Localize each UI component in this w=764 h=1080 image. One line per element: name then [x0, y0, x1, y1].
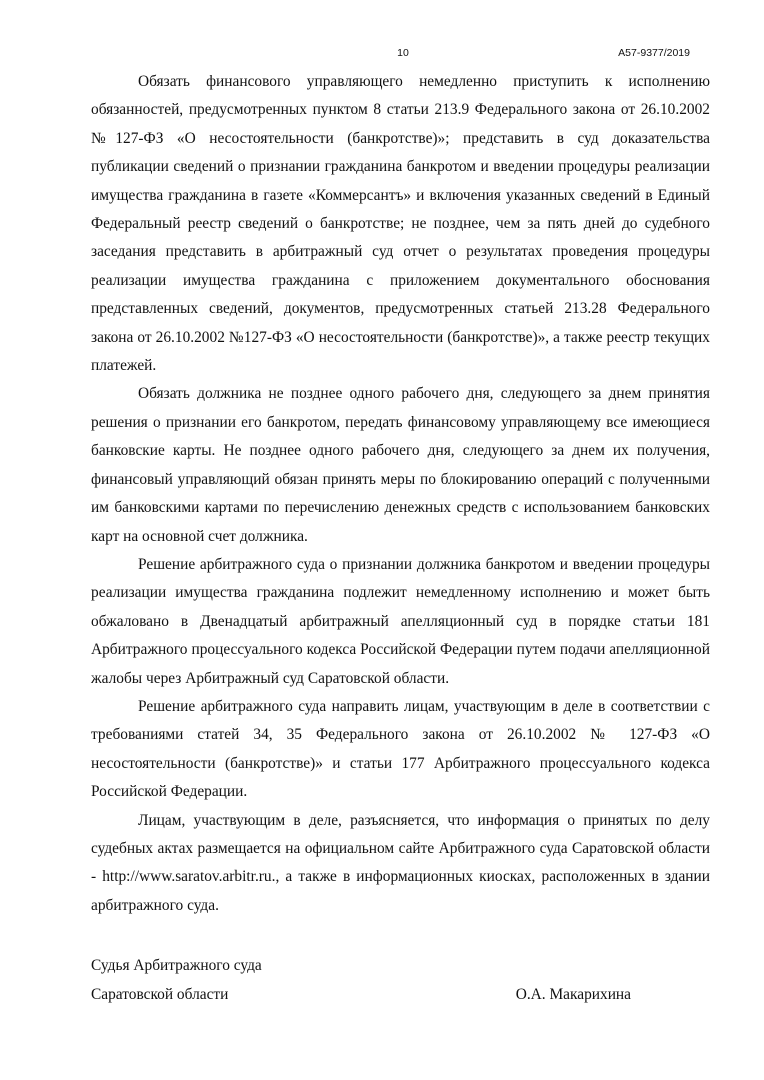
document-body	[91, 68, 710, 920]
signature-title: Судья Арбитражного суда	[91, 957, 262, 974]
page-number: 10	[397, 47, 409, 59]
paragraph-appeal: Решение арбитражного суда о признании должника банкротом и введении процедуры реализации имущества гражданина подлежит немедленному исполнению и может быть обжаловано в Двенадцатый арбитражный апелляционный суд в порядке статьи 181 Арбитражного процессуального кодекса Российской Федерации путем подачи апелляционной жалобы через Арбитражный суд Саратовской области.	[91, 555, 710, 687]
paragraph-distribution: Решение арбитражного суда направить лицам, участвующим в деле в соответствии с требованиями статей 34, 35 Федерального закона от 26.10.2002 № 127-ФЗ «О несостоятельности (банкротстве)» и статьи 177 Арбитражного процессуального кодекса Российской Федерации.	[91, 697, 710, 801]
paragraph-information: Лицам, участвующим в деле, разъясняется, что информация о принятых по делу судебных актах размещается на официальном сайте Арбитражного суда Саратовской области - http://www.saratov.arbitr.ru., а также в информационных киосках, расположенных в здании арбитражного суда.	[91, 811, 710, 914]
paragraph-obligations-debtor: Обязать должника не позднее одного рабочего дня, следующего за днем принятия решения о признании его банкротом, передать финансовому управляющему все имеющиеся банковские карты. Не позднее одного рабочего дня, следующего за днем их получения, финансовый управляющий обязан принять меры по блокированию операций с полученными им банковскими картами по перечислению денежных средств с использованием банковских карт на основной счет должника.	[91, 385, 710, 545]
judge-name: О.А. Макарихина	[515, 986, 631, 1003]
case-number: А57-9377/2019	[618, 47, 690, 59]
signature-court-region: Саратовской области	[91, 986, 229, 1003]
signature-block	[91, 985, 631, 1005]
paragraph-obligations-financial-manager: Обязать финансового управляющего немедленно приступить к исполнению обязанностей, предусмотренных пунктом 8 статьи 213.9 Федерального закона от 26.10.2002 №127-ФЗ «О несостоятельности (банкротстве)»; представить в суд доказательства публикации сведений о признании гражданина банкротом и введении процедуры реализации имущества гражданина в газете «Коммерсантъ» и включения указанных сведений в Единый Федеральный реестр сведений о банкротстве; не позднее, чем за пять дней до судебного заседания представить в арбитражный суд отчет о результатах проведения процедуры реализации имущества гражданина с приложением документального обоснования представленных сведений, документов, предусмотренных статьей 213.28 Федерального закона от 26.10.2002 №127-ФЗ «О несостоятельности (банкротстве)», а также реестр текущих платежей.	[91, 73, 710, 375]
